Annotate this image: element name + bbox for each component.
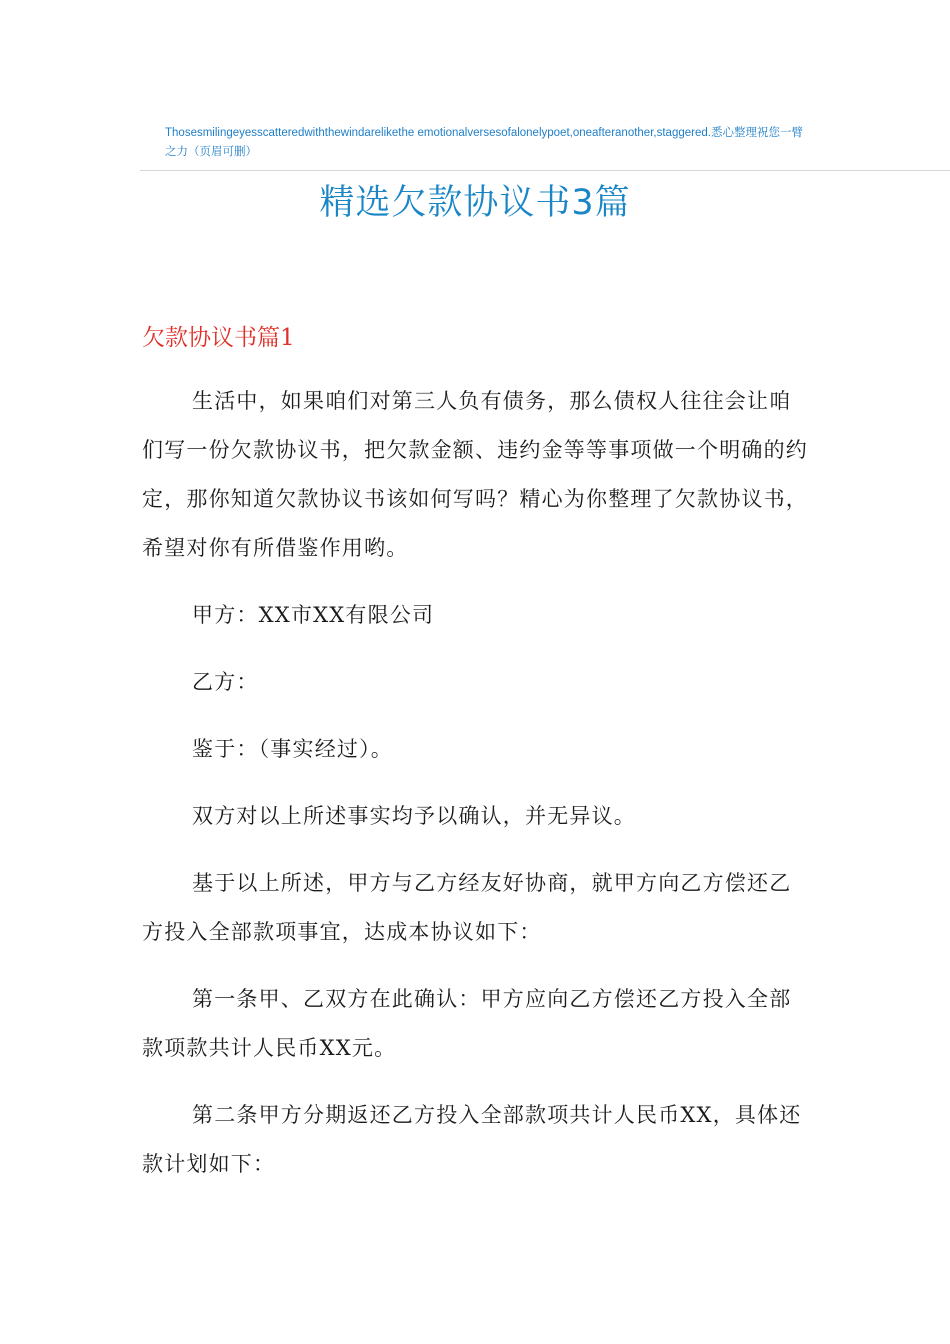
document-body [142,377,810,1207]
header-divider [140,170,950,171]
section-heading: 欠款协议书篇1 [142,325,295,351]
paragraph-party-a: 甲方：XX市XX有限公司 [192,603,435,627]
paragraph-intro: 生活中，如果咱们对第三人负有债务，那么债权人往往会让咱们写一份欠款协议书，把欠款金额、违约金等等事项做一个明确的约定，那你知道欠款协议书该如何写吗？精心为你整理了欠款协议书，希望对你有所借鉴作用哟。 [142,389,808,560]
paragraph-article-1: 第一条甲、乙双方在此确认：甲方应向乙方偿还乙方投入全部款项款共计人民币XX元。 [142,987,792,1060]
paragraph-whereas: 鉴于：（事实经过）。 [192,737,393,761]
paragraph-article-2: 第二条甲方分期返还乙方投入全部款项共计人民币XX，具体还款计划如下： [142,1103,802,1176]
paragraph-party-b: 乙方： [192,670,259,694]
page-header-text: Thosesmilingeyesscatteredwiththewindarelikethe emotionalversesofalonelypoet,oneafteranother,staggered.悉心整理祝您一臂之力（页眉可删） [165,127,803,158]
paragraph-agreement-basis: 基于以上所述，甲方与乙方经友好协商，就甲方向乙方偿还乙方投入全部款项事宜，达成本协议如下： [142,871,792,944]
paragraph-confirmation: 双方对以上所述事实均予以确认，并无异议。 [192,804,636,828]
document-title: 精选欠款协议书3篇 [319,183,631,223]
